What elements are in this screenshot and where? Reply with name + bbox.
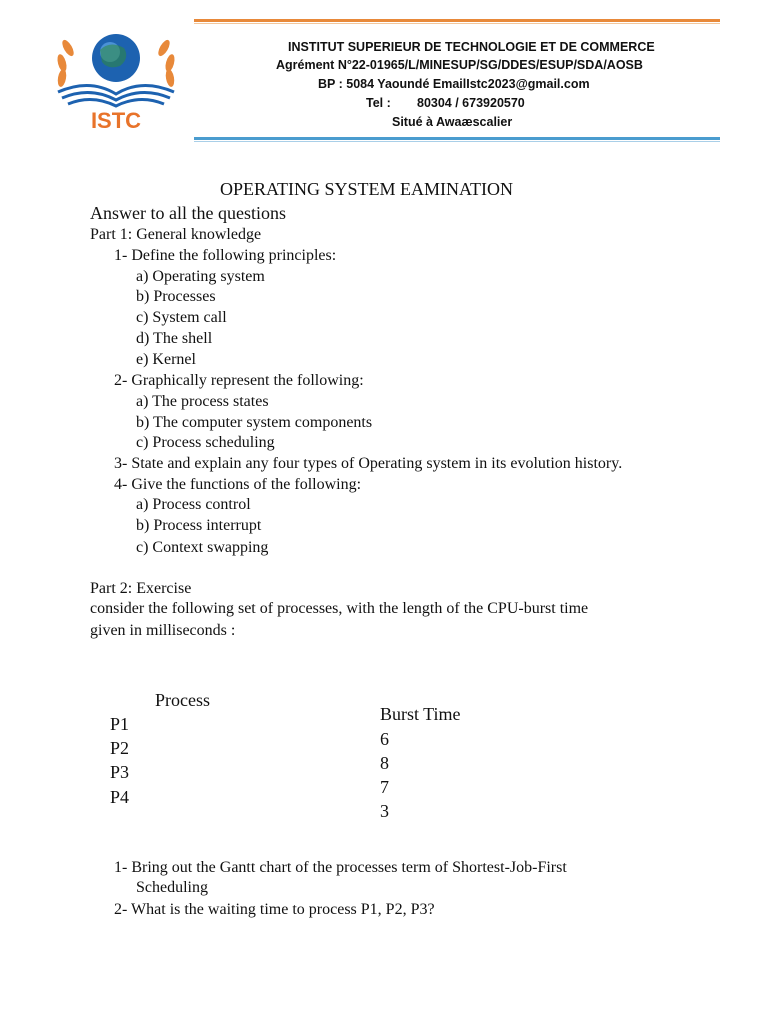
part1-q1: 1- Define the following principles: xyxy=(114,247,337,264)
process-id: P4 xyxy=(110,787,130,807)
burst-time-value: 3 xyxy=(380,801,389,821)
part2-q1-line2: Scheduling xyxy=(136,879,208,896)
process-id: P2 xyxy=(110,738,130,758)
process-id: P3 xyxy=(110,762,130,782)
part2-q2: 2- What is the waiting time to process P1, P2, P3? xyxy=(114,901,435,918)
agrement-number: Agrément N°22-01965/L/MINESUP/SG/DDES/ESUP/SDA/AOSB xyxy=(276,58,643,72)
part2-q1-line1: 1- Bring out the Gantt chart of the processes term of Shortest-Job-First xyxy=(114,859,567,876)
part2-intro-line2: given in milliseconds : xyxy=(90,622,236,639)
part1-heading: Part 1: General knowledge xyxy=(90,226,262,243)
burst-time-header: Burst Time xyxy=(380,704,461,724)
part1-q2-item: c) Process scheduling xyxy=(136,434,275,451)
part1-q4-item: a) Process control xyxy=(136,496,251,513)
part1-q2: 2- Graphically represent the following: xyxy=(114,372,364,389)
part1-q4-item: c) Context swapping xyxy=(136,539,269,556)
part1-q2-item: a) The process states xyxy=(136,393,269,410)
istc-logo xyxy=(50,18,182,136)
logo-text: ISTC xyxy=(90,108,142,133)
header-rule-top-light xyxy=(194,23,720,24)
part1-q1-item: a) Operating system xyxy=(136,268,265,285)
part1-q1-item: b) Processes xyxy=(136,288,216,305)
bp-email: BP : 5084 Yaoundé EmailIstc2023@gmail.com xyxy=(318,77,590,91)
tel-value: 80304 / 673920570 xyxy=(417,96,525,110)
tel-label: Tel : xyxy=(366,96,391,110)
location: Situé à Awaæscalier xyxy=(392,115,513,129)
process-header: Process xyxy=(155,690,210,710)
institution-name: INSTITUT SUPERIEUR DE TECHNOLOGIE ET DE COMMERCE xyxy=(288,40,655,54)
part1-q1-item: e) Kernel xyxy=(136,351,196,368)
burst-time-value: 8 xyxy=(380,753,389,773)
part1-q1-item: c) System call xyxy=(136,309,227,326)
process-id: P1 xyxy=(110,714,130,734)
part2-heading: Part 2: Exercise xyxy=(90,580,192,597)
part1-q2-item: b) The computer system components xyxy=(136,414,373,431)
burst-time-value: 7 xyxy=(380,777,389,797)
burst-time-value: 6 xyxy=(380,729,389,749)
header-rule-bottom xyxy=(194,137,720,140)
header-rule-top xyxy=(194,19,720,22)
instruction: Answer to all the questions xyxy=(90,203,286,223)
part2-intro-line1: consider the following set of processes, with the length of the CPU-burst time xyxy=(90,600,589,617)
part1-q3: 3- State and explain any four types of Operating system in its evolution history. xyxy=(114,455,623,472)
header-rule-bottom-light xyxy=(194,141,720,142)
part1-q4: 4- Give the functions of the following: xyxy=(114,476,362,493)
exam-title: OPERATING SYSTEM EAMINATION xyxy=(220,179,514,199)
part1-q4-item: b) Process interrupt xyxy=(136,517,262,534)
part1-q1-item: d) The shell xyxy=(136,330,213,347)
